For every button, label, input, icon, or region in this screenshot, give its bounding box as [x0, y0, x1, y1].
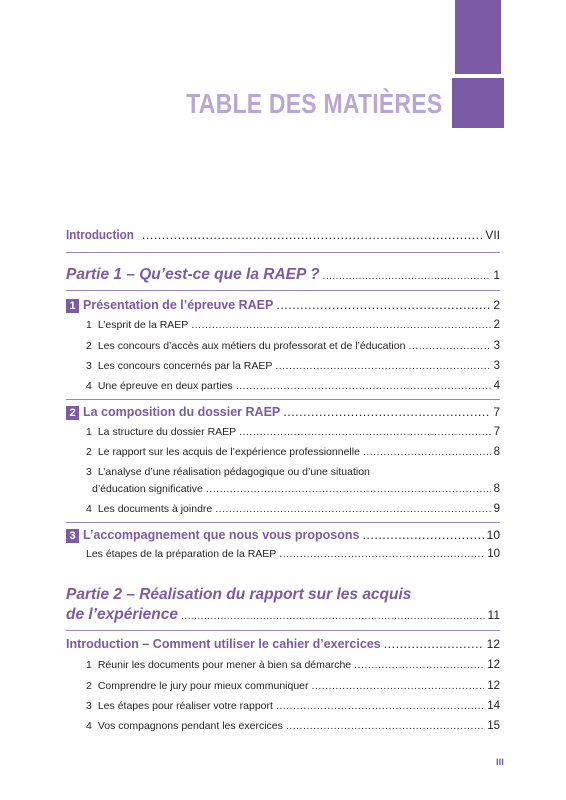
toc-page-number: 12	[487, 659, 500, 671]
toc-page-number: 9	[493, 503, 500, 515]
toc-label: Une épreuve en deux parties	[97, 380, 233, 392]
toc-page-number: 1	[493, 268, 500, 282]
toc-label: Partie 1 – Qu’est-ce que la RAEP ?	[66, 266, 320, 283]
item-number: 2	[86, 446, 92, 458]
toc-entry-1-4[interactable]	[66, 380, 500, 392]
dot-leader	[286, 720, 484, 732]
toc-label: L’esprit de la RAEP	[97, 319, 189, 331]
page-title: TABLE DES MATIÈRES	[185, 88, 442, 119]
toc-page-number: 14	[487, 700, 500, 712]
toc-page-number: 12	[487, 680, 500, 692]
tab-block-bottom	[452, 78, 504, 128]
dot-leader	[239, 426, 490, 438]
item-number: 1	[86, 319, 92, 331]
page-folio: III	[496, 757, 504, 768]
toc-label: Vos compagnons pendant les exercices	[97, 720, 283, 732]
toc-entry-i2-1[interactable]	[66, 659, 500, 671]
dot-leader	[323, 271, 491, 282]
toc-entry-1-3[interactable]	[66, 360, 500, 372]
toc-entry-partie-2-line1[interactable]	[66, 586, 500, 604]
toc-label: Présentation de l’épreuve RAEP	[83, 298, 274, 312]
divider	[66, 399, 500, 400]
dot-leader	[408, 340, 490, 352]
toc-entry-1-1[interactable]	[66, 319, 500, 331]
dot-leader	[276, 298, 490, 312]
toc-page-number: 2	[493, 298, 500, 312]
toc-entry-2-3-line2[interactable]	[66, 483, 500, 495]
toc-page-number: 10	[487, 548, 500, 560]
divider	[66, 290, 500, 291]
divider	[66, 630, 500, 631]
toc-label: Comprendre le jury pour mieux communiquer	[97, 680, 309, 692]
toc-page-number: 8	[493, 483, 500, 495]
toc-label-continuation: de l’expérience	[66, 606, 179, 623]
toc-entry-section-3[interactable]	[66, 528, 500, 543]
toc-label: Introduction	[66, 228, 134, 242]
dot-leader	[354, 659, 484, 671]
toc-entry-section-1[interactable]	[66, 298, 500, 313]
toc-entry-i2-4[interactable]	[66, 720, 500, 732]
section-number-badge: 3	[66, 529, 79, 543]
toc-entry-partie-2-line2[interactable]	[66, 606, 500, 624]
toc-page-number: 3	[493, 360, 500, 372]
toc-page-number: 11	[487, 608, 500, 622]
toc-entry-2-2[interactable]	[66, 446, 500, 458]
tab-block-top	[455, 0, 501, 74]
dot-leader	[142, 228, 482, 242]
toc-label: Les étapes de la préparation de la RAEP	[86, 548, 277, 560]
dot-leader	[276, 700, 484, 712]
toc-page-number: VII	[485, 228, 500, 242]
section-number-badge: 1	[66, 299, 79, 313]
dot-leader	[215, 503, 490, 515]
dot-leader	[283, 405, 490, 419]
dot-leader	[191, 319, 490, 331]
toc-label: Les étapes pour réaliser votre rapport	[97, 700, 273, 712]
toc-entry-section-2[interactable]	[66, 405, 500, 420]
toc-page-number: 7	[493, 426, 500, 438]
toc-label-continuation: d’éducation significative	[92, 483, 203, 495]
toc-page-number: 3	[493, 340, 500, 352]
toc-entry-introduction[interactable]	[66, 228, 500, 242]
toc-entry-2-4[interactable]	[66, 503, 500, 515]
item-number: 4	[86, 720, 92, 732]
toc-entry-i2-2[interactable]	[66, 680, 500, 692]
toc-entry-2-1[interactable]	[66, 426, 500, 438]
toc-label: Le rapport sur les acquis de l’expérience professionnelle	[97, 446, 360, 458]
toc-entry-intro-partie-2[interactable]	[66, 637, 500, 651]
toc-page-number: 12	[486, 637, 500, 651]
toc-label: Les concours concernés par la RAEP	[97, 360, 273, 372]
toc-label: La structure du dossier RAEP	[97, 426, 237, 438]
toc-label: Les concours d’accès aux métiers du professorat et de l’éducation	[97, 340, 406, 352]
section-number-badge: 2	[66, 406, 79, 420]
toc-entry-i2-3[interactable]	[66, 700, 500, 712]
item-number: 4	[86, 380, 92, 392]
toc-label: Partie 2 – Réalisation du rapport sur les acquis	[66, 586, 412, 603]
dot-leader	[363, 446, 491, 458]
toc-page-number: 15	[487, 720, 500, 732]
item-number: 1	[86, 426, 92, 438]
dot-leader	[279, 548, 484, 560]
toc-entry-1-2[interactable]	[66, 340, 500, 352]
item-number: 2	[86, 680, 92, 692]
toc-label: Introduction – Comment utiliser le cahier d’exercices	[66, 637, 381, 651]
dot-leader	[181, 611, 485, 622]
toc-label: L’accompagnement que nous vous proposons	[83, 528, 360, 542]
item-number: 3	[86, 466, 92, 478]
toc-page-number: 8	[493, 446, 500, 458]
toc-entry-2-3-line1[interactable]	[66, 466, 500, 478]
divider	[66, 522, 500, 523]
toc-label: L’analyse d’une réalisation pédagogique ou d’une situation	[97, 466, 370, 478]
item-number: 2	[86, 340, 92, 352]
toc-page-number: 10	[486, 528, 500, 542]
toc-page-number: 4	[493, 380, 500, 392]
dot-leader	[275, 360, 490, 372]
dot-leader	[236, 380, 491, 392]
item-number: 3	[86, 700, 92, 712]
toc-page-number: 2	[493, 319, 500, 331]
dot-leader	[384, 637, 484, 651]
toc-page-number: 7	[493, 405, 500, 419]
dot-leader	[206, 483, 491, 495]
item-number: 1	[86, 659, 92, 671]
item-number: 3	[86, 360, 92, 372]
item-number: 4	[86, 503, 92, 515]
header-tab-decoration	[455, 0, 501, 128]
toc-entry-3-a[interactable]	[86, 548, 500, 560]
divider	[66, 252, 500, 253]
dot-leader	[312, 680, 485, 692]
toc-label: Les documents à joindre	[97, 503, 213, 515]
toc-label: Réunir les documents pour mener à bien sa démarche	[97, 659, 352, 671]
dot-leader	[362, 528, 483, 542]
toc-label: La composition du dossier RAEP	[83, 405, 281, 419]
toc-entry-partie-1[interactable]	[66, 266, 500, 284]
